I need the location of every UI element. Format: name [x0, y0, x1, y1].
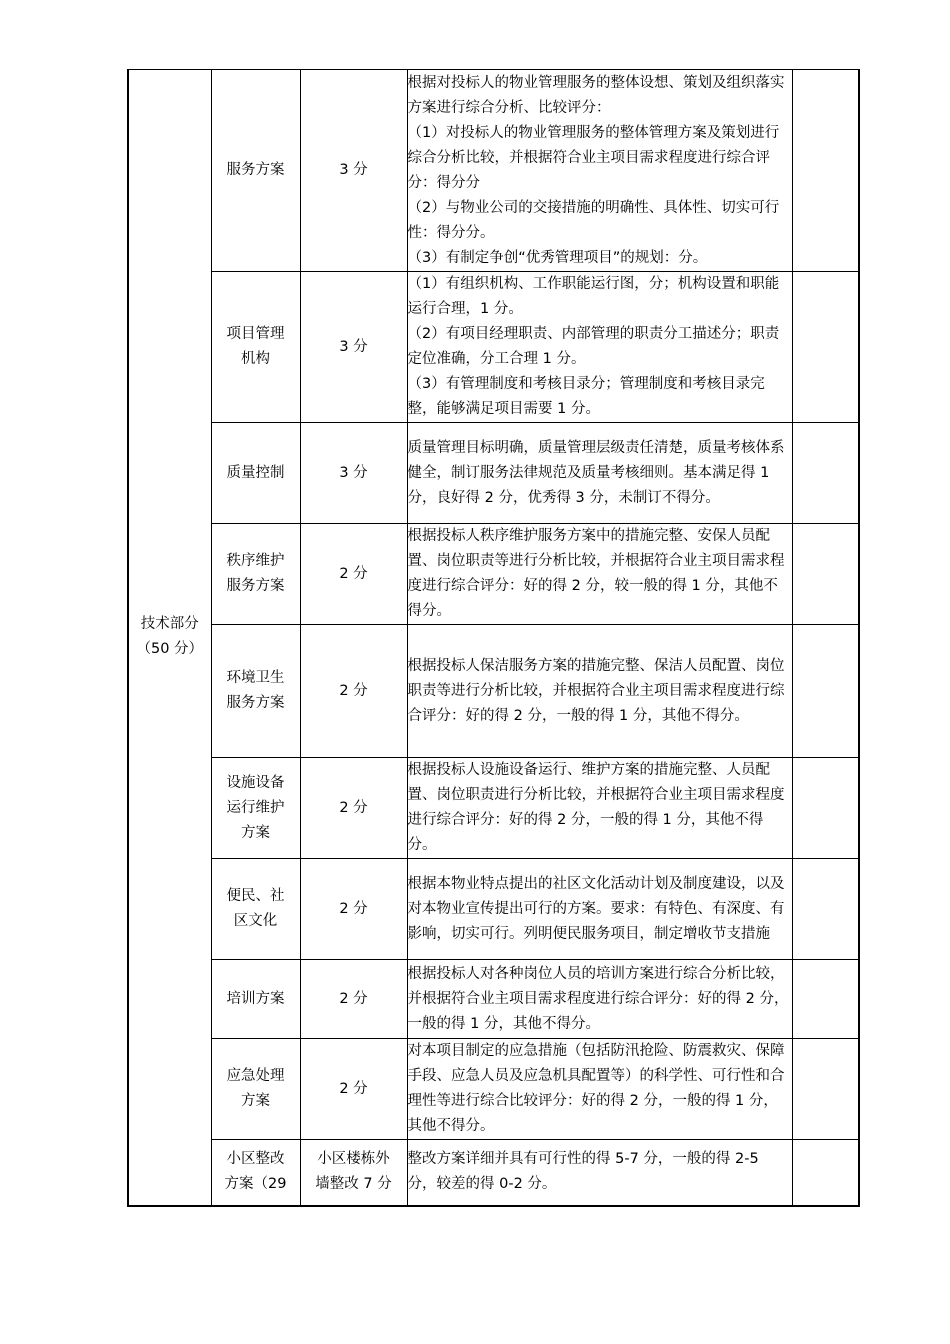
section-cell	[128, 70, 211, 1206]
item-criteria	[407, 70, 792, 272]
table-row	[128, 758, 859, 859]
score-blank-cell	[792, 1140, 859, 1206]
score-blank-cell	[792, 1039, 859, 1140]
item-name: 环境卫生服务方案	[211, 625, 300, 758]
item-name: 质量控制	[211, 423, 300, 524]
criteria-paragraph: 整改方案详细并具有可行性的得 5-7 分，一般的得 2-5 分，较差的得 0-2 分。	[407, 1151, 759, 1193]
item-score: 2 分	[300, 524, 407, 625]
item-name: 服务方案	[211, 70, 300, 272]
section-label: 技术部分	[140, 616, 199, 633]
criteria-paragraph: （3）有管理制度和考核目录分；管理制度和考核目录完整，能够满足项目需要 1 分。	[407, 376, 765, 417]
item-name: 便民、社区文化	[211, 859, 300, 960]
criteria-paragraph: 对本项目制定的应急措施（包括防汛抢险、防震救灾、保障手段、应急人员及应急机具配置等）的科学性、可行性和合理性等进行综合比较评分：好的得 2 分，一般的得 1 分，其他不得分。	[407, 1043, 785, 1134]
criteria-paragraph: 根据投标人对各种岗位人员的培训方案进行综合分析比较，并根据符合业主项目需求程度进行综合评分：好的得 2 分，一般的得 1 分，其他不得分。	[407, 965, 789, 1032]
scoring-table	[127, 69, 860, 1207]
item-name: 培训方案	[211, 960, 300, 1039]
criteria-paragraph: 根据对投标人的物业管理服务的整体设想、策划及组织落实方案进行综合分析、比较评分：	[407, 74, 785, 116]
table-row	[128, 1039, 859, 1140]
item-score: 3 分	[300, 272, 407, 423]
score-blank-cell	[792, 70, 859, 272]
item-score: 3 分	[300, 423, 407, 524]
item-score: 2 分	[300, 960, 407, 1039]
criteria-paragraph: 质量管理目标明确，质量管理层级责任清楚，质量考核体系健全，制订服务法律规范及质量考核细则。基本满足得 1 分，良好得 2 分，优秀得 3 分，未制订不得分。	[407, 439, 785, 506]
score-blank-cell	[792, 625, 859, 758]
criteria-paragraph: 根据投标人秩序维护服务方案中的措施完整、安保人员配置、岗位职责等进行分析比较，并根据符合业主项目需求程度进行综合评分：好的得 2 分，较一般的得 1 分，其他不得分。	[407, 528, 785, 619]
table-row	[128, 960, 859, 1039]
table-row	[128, 423, 859, 524]
criteria-paragraph: （2）有项目经理职责、内部管理的职责分工描述分；职责定位准确，分工合理 1 分。	[407, 326, 780, 367]
item-score: 2 分	[300, 859, 407, 960]
item-score: 2 分	[300, 758, 407, 859]
criteria-paragraph: （2）与物业公司的交接措施的明确性、具体性、切实可行性：得分分。	[407, 199, 780, 241]
item-criteria	[407, 859, 792, 960]
item-criteria	[407, 758, 792, 859]
table-row	[128, 272, 859, 423]
score-blank-cell	[792, 524, 859, 625]
score-blank-cell	[792, 423, 859, 524]
table-row	[128, 859, 859, 960]
criteria-paragraph: 根据投标人设施设备运行、维护方案的措施完整、人员配置、岗位职责进行分析比较，并根据符合业主项目需求程度进行综合评分：好的得 2 分，一般的得 1 分，其他不得分。	[407, 762, 785, 853]
item-score: 3 分	[300, 70, 407, 272]
item-criteria	[407, 1039, 792, 1140]
table-row	[128, 70, 859, 272]
item-criteria	[407, 625, 792, 758]
item-score: 2 分	[300, 1039, 407, 1140]
table-row	[128, 1140, 859, 1206]
score-blank-cell	[792, 272, 859, 423]
item-score: 小区楼栋外墙整改 7 分	[300, 1140, 407, 1206]
criteria-paragraph: （1）有组织机构、工作职能运行图，分；机构设置和职能运行合理，1 分。	[407, 276, 780, 317]
item-name: 项目管理机构	[211, 272, 300, 423]
score-blank-cell	[792, 859, 859, 960]
item-name: 小区整改方案（29	[211, 1140, 300, 1206]
item-name: 应急处理方案	[211, 1039, 300, 1140]
item-criteria	[407, 524, 792, 625]
criteria-paragraph: 根据本物业特点提出的社区文化活动计划及制度建设，以及对本物业宣传提出可行的方案。要求：有特色、有深度、有影响，切实可行。列明便民服务项目，制定增收节支措施	[407, 875, 785, 942]
item-criteria	[407, 1140, 792, 1206]
item-criteria	[407, 272, 792, 423]
section-score: （50 分）	[136, 641, 204, 658]
table-row	[128, 524, 859, 625]
score-blank-cell	[792, 960, 859, 1039]
criteria-paragraph: （1）对投标人的物业管理服务的整体管理方案及策划进行综合分析比较，并根据符合业主项目需求程度进行综合评分：得分分	[407, 124, 780, 191]
criteria-paragraph: （3）有制定争创“优秀管理项目”的规划：分。	[407, 249, 708, 266]
item-name: 设施设备运行维护方案	[211, 758, 300, 859]
item-score: 2 分	[300, 625, 407, 758]
score-blank-cell	[792, 758, 859, 859]
table-row	[128, 625, 859, 758]
item-criteria	[407, 960, 792, 1039]
item-name: 秩序维护服务方案	[211, 524, 300, 625]
item-criteria	[407, 423, 792, 524]
criteria-paragraph: 根据投标人保洁服务方案的措施完整、保洁人员配置、岗位职责等进行分析比较，并根据符合业主项目需求程度进行综合评分：好的得 2 分，一般的得 1 分，其他不得分。	[407, 657, 785, 724]
